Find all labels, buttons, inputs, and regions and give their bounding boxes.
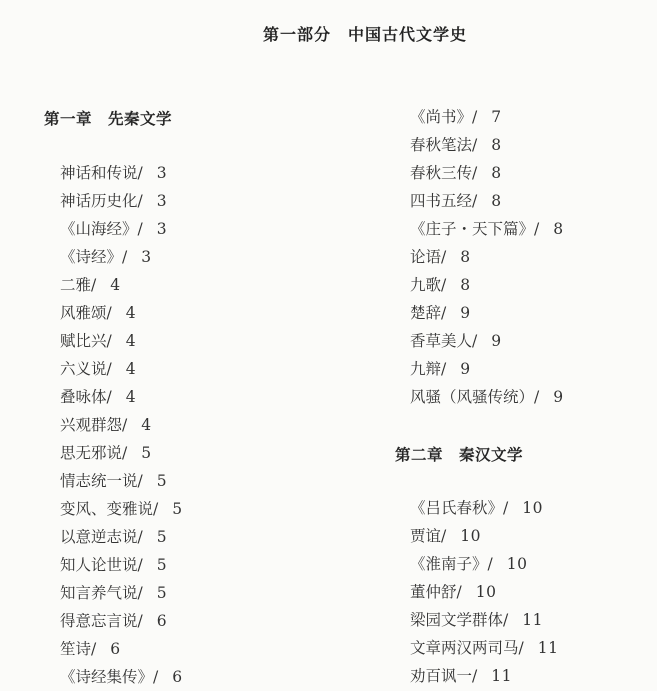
index-entry: 梁园文学群体/ 11 xyxy=(410,611,543,629)
index-entry: 《山海经》/ 3 xyxy=(60,220,168,238)
index-entry: 香草美人/ 9 xyxy=(410,332,502,350)
index-entry: 九歌/ 8 xyxy=(410,276,471,294)
index-entry: 四书五经/ 8 xyxy=(410,192,502,210)
index-entry: 思无邪说/ 5 xyxy=(60,444,152,462)
index-entry: 知言养气说/ 5 xyxy=(60,584,168,602)
index-entry: 笙诗/ 6 xyxy=(60,640,121,658)
index-entry: 劝百讽一/ 11 xyxy=(410,667,512,685)
index-entry: 董仲舒/ 10 xyxy=(410,583,497,601)
index-entry: 楚辞/ 9 xyxy=(410,304,471,322)
index-entry: 风骚（风骚传统）/ 9 xyxy=(410,388,564,406)
index-entry: 以意逆志说/ 5 xyxy=(60,528,168,546)
index-entry: 六义说/ 4 xyxy=(60,360,137,378)
index-entry: 《尚书》/ 7 xyxy=(410,108,502,126)
index-entry: 春秋笔法/ 8 xyxy=(410,136,502,154)
index-entry: 神话历史化/ 3 xyxy=(60,192,168,210)
index-entry: 风雅颂/ 4 xyxy=(60,304,137,322)
index-entry: 兴观群怨/ 4 xyxy=(60,416,152,434)
index-entry: 文章两汉两司马/ 11 xyxy=(410,639,559,657)
index-entry: 《淮南子》/ 10 xyxy=(410,555,528,573)
index-entry: 《诗经》/ 3 xyxy=(60,248,152,266)
index-entry: 二雅/ 4 xyxy=(60,276,121,294)
chapter-1-entries-col-1 xyxy=(60,159,183,691)
chapter-1-entries-col-2 xyxy=(410,103,564,411)
index-entry: 贾谊/ 10 xyxy=(410,527,481,545)
index-entry: 《诗经集传》/ 6 xyxy=(60,668,183,686)
index-entry: 得意忘言说/ 6 xyxy=(60,612,168,630)
chapter-2-entries xyxy=(410,494,558,690)
index-entry: 论语/ 8 xyxy=(410,248,471,266)
chapter-2-heading: 第二章 秦汉文学 xyxy=(395,446,524,464)
index-entry: 变风、变雅说/ 5 xyxy=(60,500,183,518)
index-entry: 《吕氏春秋》/ 10 xyxy=(410,499,543,517)
index-entry: 《庄子・天下篇》/ 8 xyxy=(410,220,564,238)
index-entry: 叠咏体/ 4 xyxy=(60,388,137,406)
index-entry: 赋比兴/ 4 xyxy=(60,332,137,350)
index-entry: 神话和传说/ 3 xyxy=(60,164,168,182)
index-entry: 知人论世说/ 5 xyxy=(60,556,168,574)
index-entry: 春秋三传/ 8 xyxy=(410,164,502,182)
index-entry: 情志统一说/ 5 xyxy=(60,472,168,490)
chapter-1-heading: 第一章 先秦文学 xyxy=(44,110,173,128)
index-entry: 九辩/ 9 xyxy=(410,360,471,378)
part-title: 第一部分 中国古代文学史 xyxy=(263,25,468,44)
